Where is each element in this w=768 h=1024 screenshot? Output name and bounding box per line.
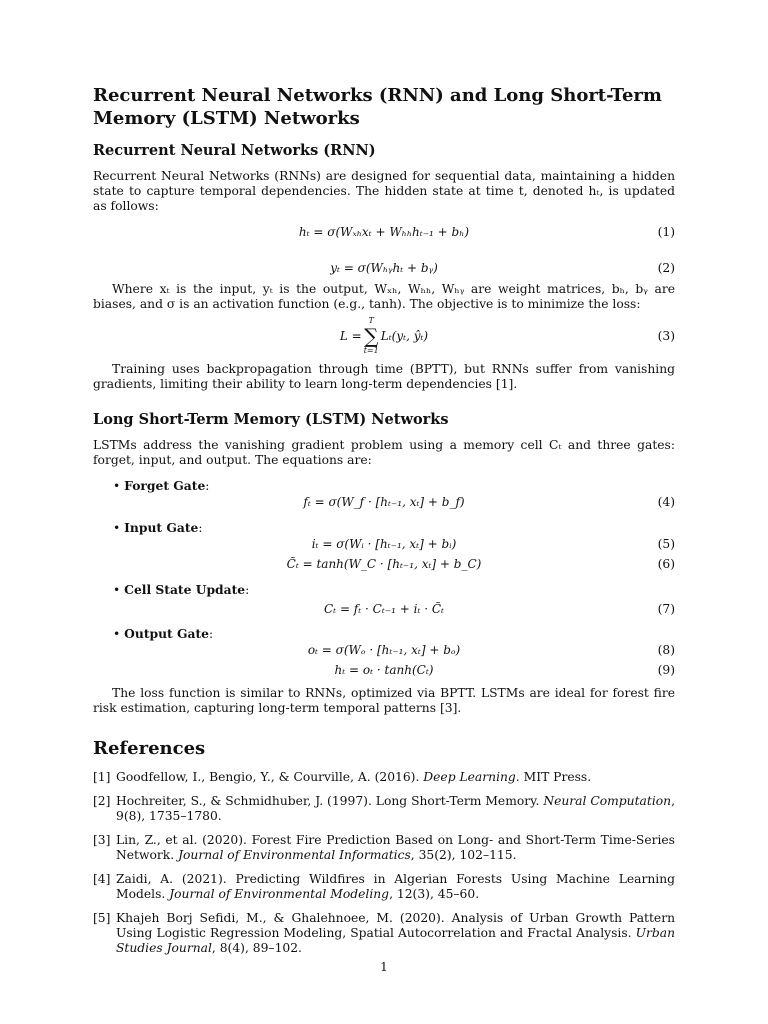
bullet-cell-state: • Cell State Update: — [113, 582, 250, 597]
reference-item — [93, 911, 675, 956]
summation-symbol — [364, 316, 379, 356]
reference-label: [3] — [93, 833, 111, 847]
reference-item — [93, 770, 675, 785]
equation-2-body: yₜ = σ(Wₕᵧhₜ + bᵧ) — [330, 261, 438, 275]
page-content — [93, 84, 675, 965]
equation-4-body: fₜ = σ(W_f · [hₜ₋₁, xₜ] + b_f) — [303, 495, 465, 509]
input-gate-label: Input Gate — [124, 520, 199, 535]
equation-3-number: (3) — [657, 329, 675, 343]
bullet-forget-gate: • Forget Gate: — [113, 478, 210, 493]
equation-9-number: (9) — [657, 663, 675, 677]
lstm-closing-paragraph: The loss function is similar to RNNs, optimized via BPTT. LSTMs are ideal for forest fire risk estimation, capturing long-term temporal patterns [3]. — [93, 686, 675, 715]
equation-2 — [93, 257, 675, 279]
equation-3 — [93, 314, 675, 358]
rnn-intro-paragraph: Recurrent Neural Networks (RNNs) are designed for sequential data, maintaining a hidden state to capture temporal dependencies. The hidden state at time t, denoted hₜ, is updated as follows: — [93, 169, 675, 213]
output-gate-label: Output Gate — [124, 626, 209, 641]
reference-label: [4] — [93, 872, 111, 886]
equation-8-body: oₜ = σ(Wₒ · [hₜ₋₁, xₜ] + bₒ) — [307, 643, 461, 657]
equation-7-body: Cₜ = fₜ · Cₜ₋₁ + iₜ · C̃ₜ — [323, 602, 445, 616]
equation-9-body: hₜ = oₜ · tanh(Cₜ) — [334, 663, 434, 677]
equation-5-body: iₜ = σ(Wᵢ · [hₜ₋₁, xₜ] + bᵢ) — [311, 537, 457, 551]
reference-label: [1] — [93, 770, 111, 784]
rnn-training-paragraph: Training uses backpropagation through time (BPTT), but RNNs suffer from vanishing gradients, limiting their ability to learn long-term dependencies [1]. — [93, 362, 675, 391]
equation-1-body: hₜ = σ(Wₓₕxₜ + Wₕₕhₜ₋₁ + bₕ) — [298, 225, 470, 239]
equation-7 — [93, 598, 675, 620]
forget-gate-label: Forget Gate — [124, 478, 206, 493]
reference-text: Zaidi, A. (2021). Predicting Wildfires in Algerian Forests Using Machine Learning Models. Journal of Environmental Modeling, 12(3), 45–60. — [116, 872, 675, 901]
reference-item — [93, 872, 675, 902]
reference-text: Goodfellow, I., Bengio, Y., & Courville, A. (2016). Deep Learning. MIT Press. — [116, 770, 592, 784]
equation-9 — [93, 659, 675, 681]
equation-2-number: (2) — [657, 261, 675, 275]
equation-1 — [93, 221, 675, 243]
reference-label: [5] — [93, 911, 111, 925]
reference-text: Lin, Z., et al. (2020). Forest Fire Prediction Based on Long- and Short-Term Time-Series Network. Journal of Environmental Informatics, 35(2), 102–115. — [116, 833, 675, 862]
equation-3-lhs: L = — [339, 329, 362, 343]
equation-1-number: (1) — [657, 225, 675, 239]
lstm-intro-paragraph: LSTMs address the vanishing gradient problem using a memory cell Cₜ and three gates: forget, input, and output. The equations are: — [93, 438, 675, 467]
summation-lower: t=1 — [363, 346, 379, 355]
sigma-icon: ∑ — [364, 324, 379, 348]
equation-4 — [93, 491, 675, 513]
bullet-output-gate: • Output Gate: — [113, 626, 214, 641]
bullet-input-gate: • Input Gate: — [113, 520, 203, 535]
equation-8 — [93, 639, 675, 661]
equation-4-number: (4) — [657, 495, 675, 509]
page-title: Recurrent Neural Networks (RNN) and Long Short-Term Memory (LSTM) Networks — [93, 85, 662, 129]
reference-label: [2] — [93, 794, 111, 808]
equation-5-number: (5) — [657, 537, 675, 551]
equation-3-rhs: Lₜ(yₜ, ŷₜ) — [380, 329, 429, 343]
reference-list — [93, 770, 675, 956]
equation-8-number: (8) — [657, 643, 675, 657]
reference-text: Khajeh Borj Sefidi, M., & Ghalehnoee, M. (2020). Analysis of Urban Growth Pattern Using Logistic Regression Modeling, Spatial Autocorrelation and Fractal Analysis. Urban Studies Journal, 8(4), 89–102. — [116, 911, 675, 955]
page-number: 1 — [380, 960, 388, 974]
reference-item — [93, 833, 675, 863]
reference-item — [93, 794, 675, 824]
section-heading-lstm: Long Short-Term Memory (LSTM) Networks — [93, 411, 449, 428]
summation-upper: T — [368, 316, 374, 325]
reference-text: Hochreiter, S., & Schmidhuber, J. (1997). Long Short-Term Memory. Neural Computation, 9(8), 1735–1780. — [116, 794, 675, 823]
rnn-where-paragraph: Where xₜ is the input, yₜ is the output, Wₓₕ, Wₕₕ, Wₕᵧ are weight matrices, bₕ, bᵧ are biases, and σ is an activation function (e.g., tanh). The objective is to minimize the loss: — [93, 282, 675, 311]
equation-7-number: (7) — [657, 602, 675, 616]
equation-6-body: C̃ₜ = tanh(W_C · [hₜ₋₁, xₜ] + b_C) — [286, 557, 482, 571]
equation-6-number: (6) — [657, 557, 675, 571]
section-heading-rnn: Recurrent Neural Networks (RNN) — [93, 142, 376, 159]
cell-state-label: Cell State Update — [124, 582, 246, 597]
equation-6 — [93, 553, 675, 575]
equation-5 — [93, 533, 675, 555]
references-heading: References — [93, 738, 206, 759]
